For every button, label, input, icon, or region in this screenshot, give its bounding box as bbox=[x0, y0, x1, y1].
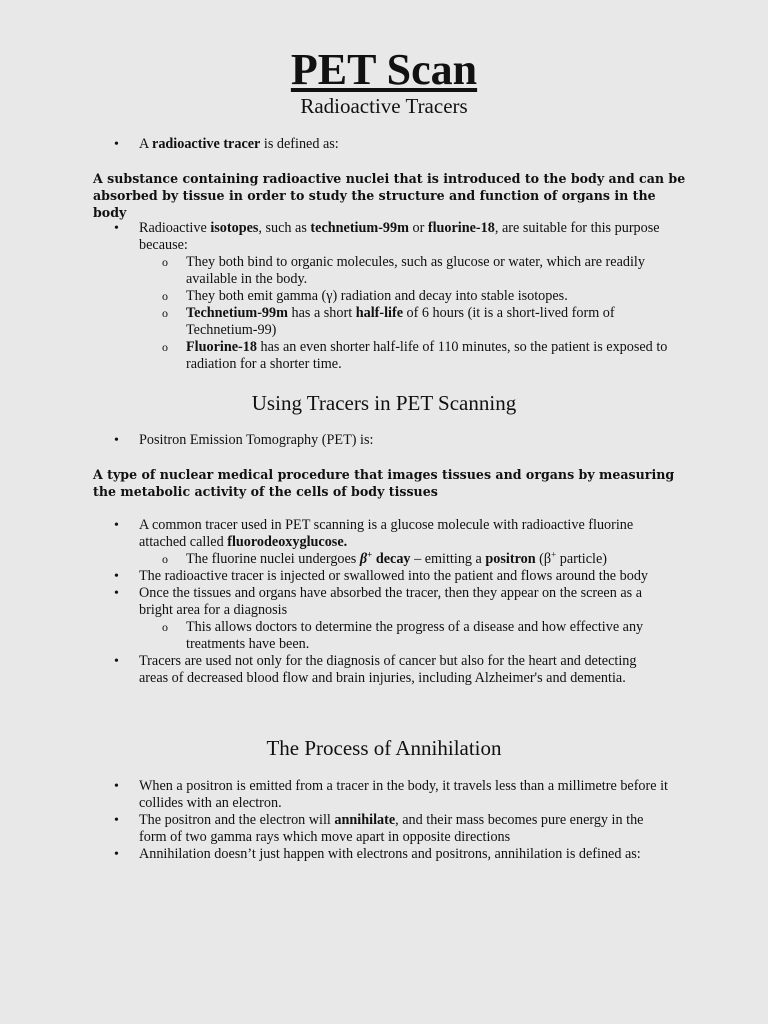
list-item: • Radioactive isotopes, such as technetium-99m or fluorine-18, are suitable for this purpose because: bbox=[0, 220, 669, 254]
list-item: • Positron Emission Tomography (PET) is: bbox=[0, 432, 669, 449]
sub-list-item: o Technetium-99m has a short half-life of 6 hours (it is a short-lived form of Technetium-99) bbox=[0, 305, 670, 339]
pet-intro-list bbox=[0, 432, 768, 449]
list-item: • When a positron is emitted from a tracer in the body, it travels less than a millimetre before it collides with an electron. bbox=[0, 778, 669, 812]
sub-list-item: o This allows doctors to determine the progress of a disease and how effective any treatments have been. bbox=[0, 619, 670, 653]
page-title: PET Scan bbox=[290, 45, 478, 94]
sub-list-item: o They both bind to organic molecules, such as glucose or water, which are readily available in the body. bbox=[0, 254, 670, 288]
list-item: • Annihilation doesn’t just happen with electrons and positrons, annihilation is defined as: bbox=[0, 846, 669, 863]
list-item: • A common tracer used in PET scanning is a glucose molecule with radioactive fluorine attached called fluorodeoxyglucose. bbox=[0, 517, 669, 551]
sub-list-item: o They both emit gamma (γ) radiation and decay into stable isotopes. bbox=[0, 288, 670, 305]
section-heading-annihilation: The Process of Annihilation bbox=[266, 736, 502, 760]
list-item: • The radioactive tracer is injected or swallowed into the patient and flows around the body bbox=[0, 568, 669, 585]
pet-definition: A type of nuclear medical procedure that images tissues and organs by measuring the metabolic activity of the cells of body tissues bbox=[93, 467, 675, 499]
section-heading-pet: Using Tracers in PET Scanning bbox=[251, 391, 517, 415]
isotopes-list bbox=[0, 220, 768, 373]
list-item: • The positron and the electron will annihilate, and their mass becomes pure energy in the form of two gamma rays which move apart in opposite directions bbox=[0, 812, 669, 846]
sub-list-item: o Fluorine-18 has an even shorter half-life of 110 minutes, so the patient is exposed to radiation for a shorter time. bbox=[0, 339, 670, 373]
pet-details-list bbox=[0, 517, 768, 687]
tracer-intro-list bbox=[0, 136, 768, 153]
list-item: • A radioactive tracer is defined as: bbox=[0, 136, 669, 153]
sub-list-item: o The fluorine nuclei undergoes β+ decay – emitting a positron (β+ particle) bbox=[0, 551, 670, 568]
list-item: • Once the tissues and organs have absorbed the tracer, then they appear on the screen as a bright area for a diagnosis bbox=[0, 585, 669, 619]
tracer-definition: A substance containing radioactive nuclei that is introduced to the body and can be absorbed by tissue in order to study the structure and function of organs in the body bbox=[93, 171, 686, 220]
page-subtitle: Radioactive Tracers bbox=[300, 94, 468, 118]
list-item: • Tracers are used not only for the diagnosis of cancer but also for the heart and detecting areas of decreased blood flow and brain injuries, including Alzheimer's and dementia. bbox=[0, 653, 669, 687]
annihilation-list bbox=[0, 778, 768, 863]
